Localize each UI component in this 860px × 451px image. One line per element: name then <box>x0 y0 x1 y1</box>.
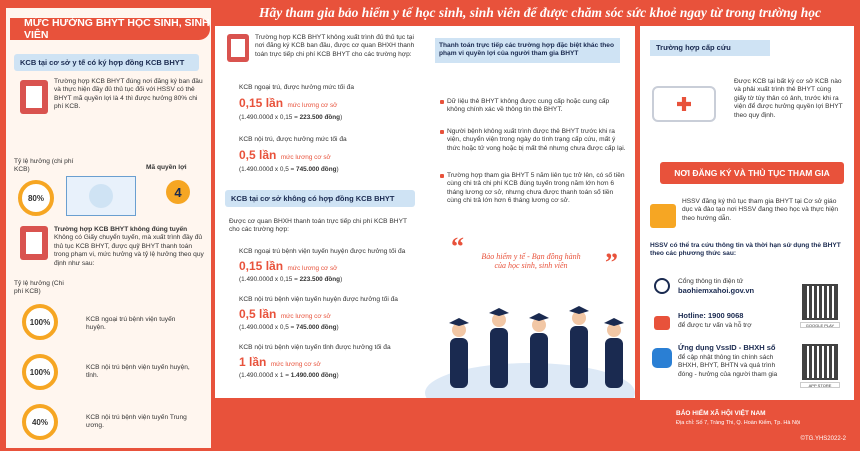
a2-result: 745.000 đồng <box>296 166 337 173</box>
ratio-label: Tỷ lệ hưởng (chi phí KCB) <box>14 158 74 174</box>
banner-title: Hãy tham gia bảo hiểm y tế học sinh, sinh viên để được chăm sóc sức khoẻ ngay từ trong trường học <box>258 5 822 20</box>
b3-amount <box>239 353 321 371</box>
a2-calc: (1.490.000đ x 0,5 = 745.000 đồng) <box>239 166 339 173</box>
box2-text-block <box>54 226 204 268</box>
b1-calc: (1.490.000đ x 0,15 = 223.500 đồng) <box>239 276 343 283</box>
left-column <box>6 8 211 448</box>
google-play-badge[interactable]: GOOGLE PLAY <box>800 322 840 328</box>
emergency-title: Trường hợp cấp cứu <box>650 40 770 56</box>
b1-text: KCB ngoại trú bệnh viện tuyến huyện được hưởng tối đa <box>239 248 406 255</box>
item3-text: KCB nội trú bệnh viện tuyến Trung ương. <box>86 414 187 430</box>
item3-circle: 40% <box>22 404 58 440</box>
emergency-text: Được KCB tại bất kỳ cơ sở KCB nào và phải xuất trình thẻ BHYT cùng giấy tờ tùy thân có ảnh, trước khi ra viện để được hưởng quyền lợi BHYT theo quy định. <box>734 78 843 119</box>
b2-text: KCB nội trú bệnh viện tuyến huyện được hưởng tối đa <box>239 296 398 303</box>
section-tag: MỨC HƯỞNG BHYT HỌC SINH, SINH VIÊN <box>10 18 210 40</box>
a1-big: 0,15 lần <box>239 96 284 110</box>
lookup-title: HSSV có thể tra cứu thông tin và thời hạn sử dụng thẻ BHYT theo các phương thức sau: <box>650 242 841 258</box>
b3-text: KCB nội trú bệnh viện tuyến tỉnh được hưởng tối đa <box>239 344 391 351</box>
clipboard-icon <box>20 226 48 260</box>
direct-item-2: Người bệnh không xuất trình được thẻ BHYT trước khi ra viện, chuyển viện trong ngày do tình trạng cấp cứu, mất ý thức hoặc tử vong hoặc bị mất thẻ nhưng chưa được cấp lại. <box>447 128 626 152</box>
school-icon <box>650 204 676 228</box>
phone-icon <box>654 316 670 330</box>
hotline-text: để được tư vấn và hỗ trợ <box>678 322 752 329</box>
box2-bold: Trường hợp KCB BHYT không đúng tuyến <box>54 226 188 233</box>
app-store-badge[interactable]: APP STORE <box>800 382 840 388</box>
b3-big: 1 lần <box>239 355 267 369</box>
a2-calc-formula: (1.490.000đ x 0,5 = <box>239 166 297 173</box>
clipboard-icon <box>20 80 48 114</box>
app-text: để cập nhật thông tin chính sách BHXH, BHYT, BHTN và quá trình đóng - hưởng của người tham gia <box>678 354 778 378</box>
quote-close-icon: ” <box>605 248 618 277</box>
b2-calc-formula: (1.490.000đ x 0,5 = <box>239 324 297 331</box>
clipboard-icon <box>227 34 249 62</box>
footer <box>668 400 854 448</box>
item1-circle: 100% <box>22 304 58 340</box>
register-title: NƠI ĐĂNG KÝ VÀ THỦ TỤC THAM GIA <box>660 162 844 184</box>
nocontract-title: KCB tại cơ sở không có hợp đồng KCB BHYT <box>225 190 415 207</box>
b2-result: 745.000 đồng <box>296 324 337 331</box>
a1-result: 223.500 đồng <box>299 114 341 121</box>
b2-unit: mức lương cơ sở <box>280 313 331 320</box>
footer-org: BẢO HIỂM XÃ HỘI VIỆT NAM <box>676 410 766 417</box>
a1-calc-formula: (1.490.000đ x 0,15 = <box>239 114 300 121</box>
ambulance-icon <box>652 86 716 122</box>
a1-calc: (1.490.000đ x 0,15 = 223.500 đồng) <box>239 114 343 121</box>
code-badge: 4 <box>166 180 190 204</box>
direct-item-3: Trường hợp tham gia BHYT 5 năm liên tục trở lên, có số tiền cùng chi trả chi phí KCB đúng tuyến trong năm lớn hơn 6 tháng lương cơ sở, nhưng chưa được thanh toán số tiền cùng chi trả lớn hơn 6 tháng lương cơ sở. <box>447 172 627 206</box>
item1-text: KCB ngoại trú bệnh viện tuyến huyện. <box>86 316 176 332</box>
b2-big: 0,5 lần <box>239 307 277 321</box>
b1-calc-formula: (1.490.000đ x 0,15 = <box>239 276 300 283</box>
portal-label: Cổng thông tin điện tử <box>678 278 744 285</box>
box1-text: Trường hợp KCB BHYT đúng nơi đăng ký ban đầu và thực hiện đầy đủ thủ tục đối với HSSV có thẻ BHYT mã quyền lợi là 4 thì được hưởng 80% chi phí KCB. <box>54 78 203 111</box>
app-label: Ứng dụng VssID - BHXH số <box>678 343 776 352</box>
a2-amount <box>239 146 331 164</box>
a2-text: KCB nội trú, được hưởng mức tối đa <box>239 136 347 143</box>
vssid-icon <box>652 348 672 368</box>
a1-unit: mức lương cơ sở <box>287 102 338 109</box>
nocontract-text: Được cơ quan BHXH thanh toán trực tiếp chi phí KCB BHYT cho các trường hợp: <box>229 218 407 234</box>
code-label: Mã quyền lợi <box>146 164 187 171</box>
b3-calc: (1.490.000đ x 1 = 1.490.000 đồng) <box>239 372 339 379</box>
direct-title: Thanh toán trực tiếp các trường hợp đặc biệt khác theo phạm vi quyền lợi của người tham gia BHYT <box>435 38 620 63</box>
a2-big: 0,5 lần <box>239 148 277 162</box>
a1-text: KCB ngoại trú, được hưởng mức tối đa <box>239 84 354 91</box>
box2-text: Không có Giấy chuyển tuyến, mà xuất trình đầy đủ thủ tục KCB BHYT, được quỹ BHYT thanh toán trong phạm vi, mức hưởng và tỷ lệ hưởng theo quy định như sau: <box>54 234 204 267</box>
slogan-line-1: Bảo hiểm y tế - Bạn đồng hành <box>481 252 581 261</box>
slogan <box>451 252 611 270</box>
b2-amount <box>239 305 331 323</box>
register-text: HSSV đăng ký thủ tục tham gia BHYT tại Cơ sở giáo dục và đào tạo nơi HSSV đang theo học và thực hiện theo hướng dẫn. <box>682 198 839 222</box>
direct-item-1: Dữ liệu thẻ BHYT không được cung cấp hoặc cung cấp không chính xác về thông tin thẻ BHYT. <box>447 98 627 115</box>
footer-address: Địa chỉ: Số 7, Tràng Thi, Q. Hoàn Kiếm, Tp. Hà Nội <box>676 420 801 426</box>
footer-code: ©TG.YHS2022-2 <box>800 436 846 442</box>
qr-google-play[interactable] <box>802 284 838 320</box>
hotline-label: Hotline: 1900 9068 <box>678 311 744 320</box>
b3-unit: mức lương cơ sở <box>270 361 321 368</box>
item2-circle: 100% <box>22 354 58 390</box>
middle-column <box>215 26 635 398</box>
right-column <box>640 26 854 400</box>
graduates-illustration <box>425 298 635 398</box>
b1-unit: mức lương cơ sở <box>287 265 338 272</box>
quote-open-icon: “ <box>451 232 464 261</box>
box1-title: KCB tại cơ sở y tế có ký hợp đồng KCB BHYT <box>14 54 199 71</box>
ratio-circle: 80% <box>18 180 54 216</box>
a1-amount <box>239 94 337 112</box>
portal-link[interactable]: baohiemxahoi.gov.vn <box>678 286 755 295</box>
b2-calc: (1.490.000đ x 0,5 = 745.000 đồng) <box>239 324 339 331</box>
ratio2-label: Tỷ lệ hưởng (Chi phí KCB) <box>14 280 64 296</box>
item2-text: KCB nội trú bệnh viện tuyến huyện, tỉnh. <box>86 364 190 380</box>
slogan-line-2: của học sinh, sinh viên <box>494 261 568 270</box>
b3-calc-formula: (1.490.000đ x 1 = <box>239 372 291 379</box>
qr-app-store[interactable] <box>802 344 838 380</box>
a2-unit: mức lương cơ sở <box>280 154 331 161</box>
b1-result: 223.500 đồng <box>299 276 341 283</box>
b1-amount <box>239 257 337 275</box>
insurance-card-icon <box>66 176 136 216</box>
globe-icon <box>654 278 670 294</box>
mid-top-text: Trường hợp KCB BHYT không xuất trình đủ thủ tục tại nơi đăng ký KCB ban đầu, được cơ quan BHXH thanh toán trực tiếp chi phí KCB BHYT cho các trường hợp: <box>255 34 415 58</box>
b1-big: 0,15 lần <box>239 259 284 273</box>
b3-result: 1.490.000 đồng <box>290 372 337 379</box>
